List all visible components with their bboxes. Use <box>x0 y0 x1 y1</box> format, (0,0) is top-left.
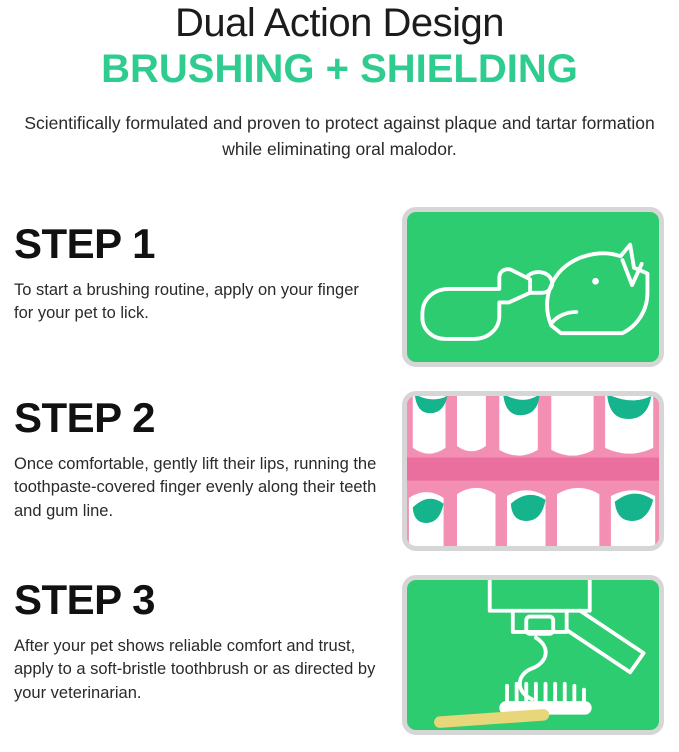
step-description: After your pet shows reliable comfort and trust, apply to a soft-bristle toothbrush or as directed by your veterinarian. <box>14 636 376 703</box>
step-title: STEP 2 <box>14 393 155 441</box>
dog-licking-finger-illustration <box>402 207 664 367</box>
step-media <box>394 391 664 551</box>
page-subtitle: BRUSHING + SHIELDING <box>101 47 578 91</box>
step-text-block <box>14 391 394 525</box>
toothbrush-with-paste-illustration <box>402 575 664 735</box>
step-media <box>394 207 664 367</box>
list-item <box>14 575 665 735</box>
header <box>14 0 665 163</box>
step-description: To start a brushing routine, apply on your finger for your pet to lick. <box>14 280 359 323</box>
step-text-block <box>14 575 394 707</box>
page-title: Dual Action Design <box>175 1 504 45</box>
teeth-and-gum-line-illustration <box>402 391 664 551</box>
list-item <box>14 391 665 551</box>
step-description: Once comfortable, gently lift their lips, running the toothpaste-covered finger evenly along their teeth and gum line. <box>14 454 377 521</box>
header-description: Scientifically formulated and proven to protect against plaque and tartar formation while eliminating oral malodor. <box>24 113 655 160</box>
steps-list <box>14 207 665 735</box>
step-title: STEP 3 <box>14 575 155 623</box>
step-text-block <box>14 207 394 327</box>
list-item <box>14 207 665 367</box>
step-media <box>394 575 664 735</box>
step-title: STEP 1 <box>14 219 155 267</box>
